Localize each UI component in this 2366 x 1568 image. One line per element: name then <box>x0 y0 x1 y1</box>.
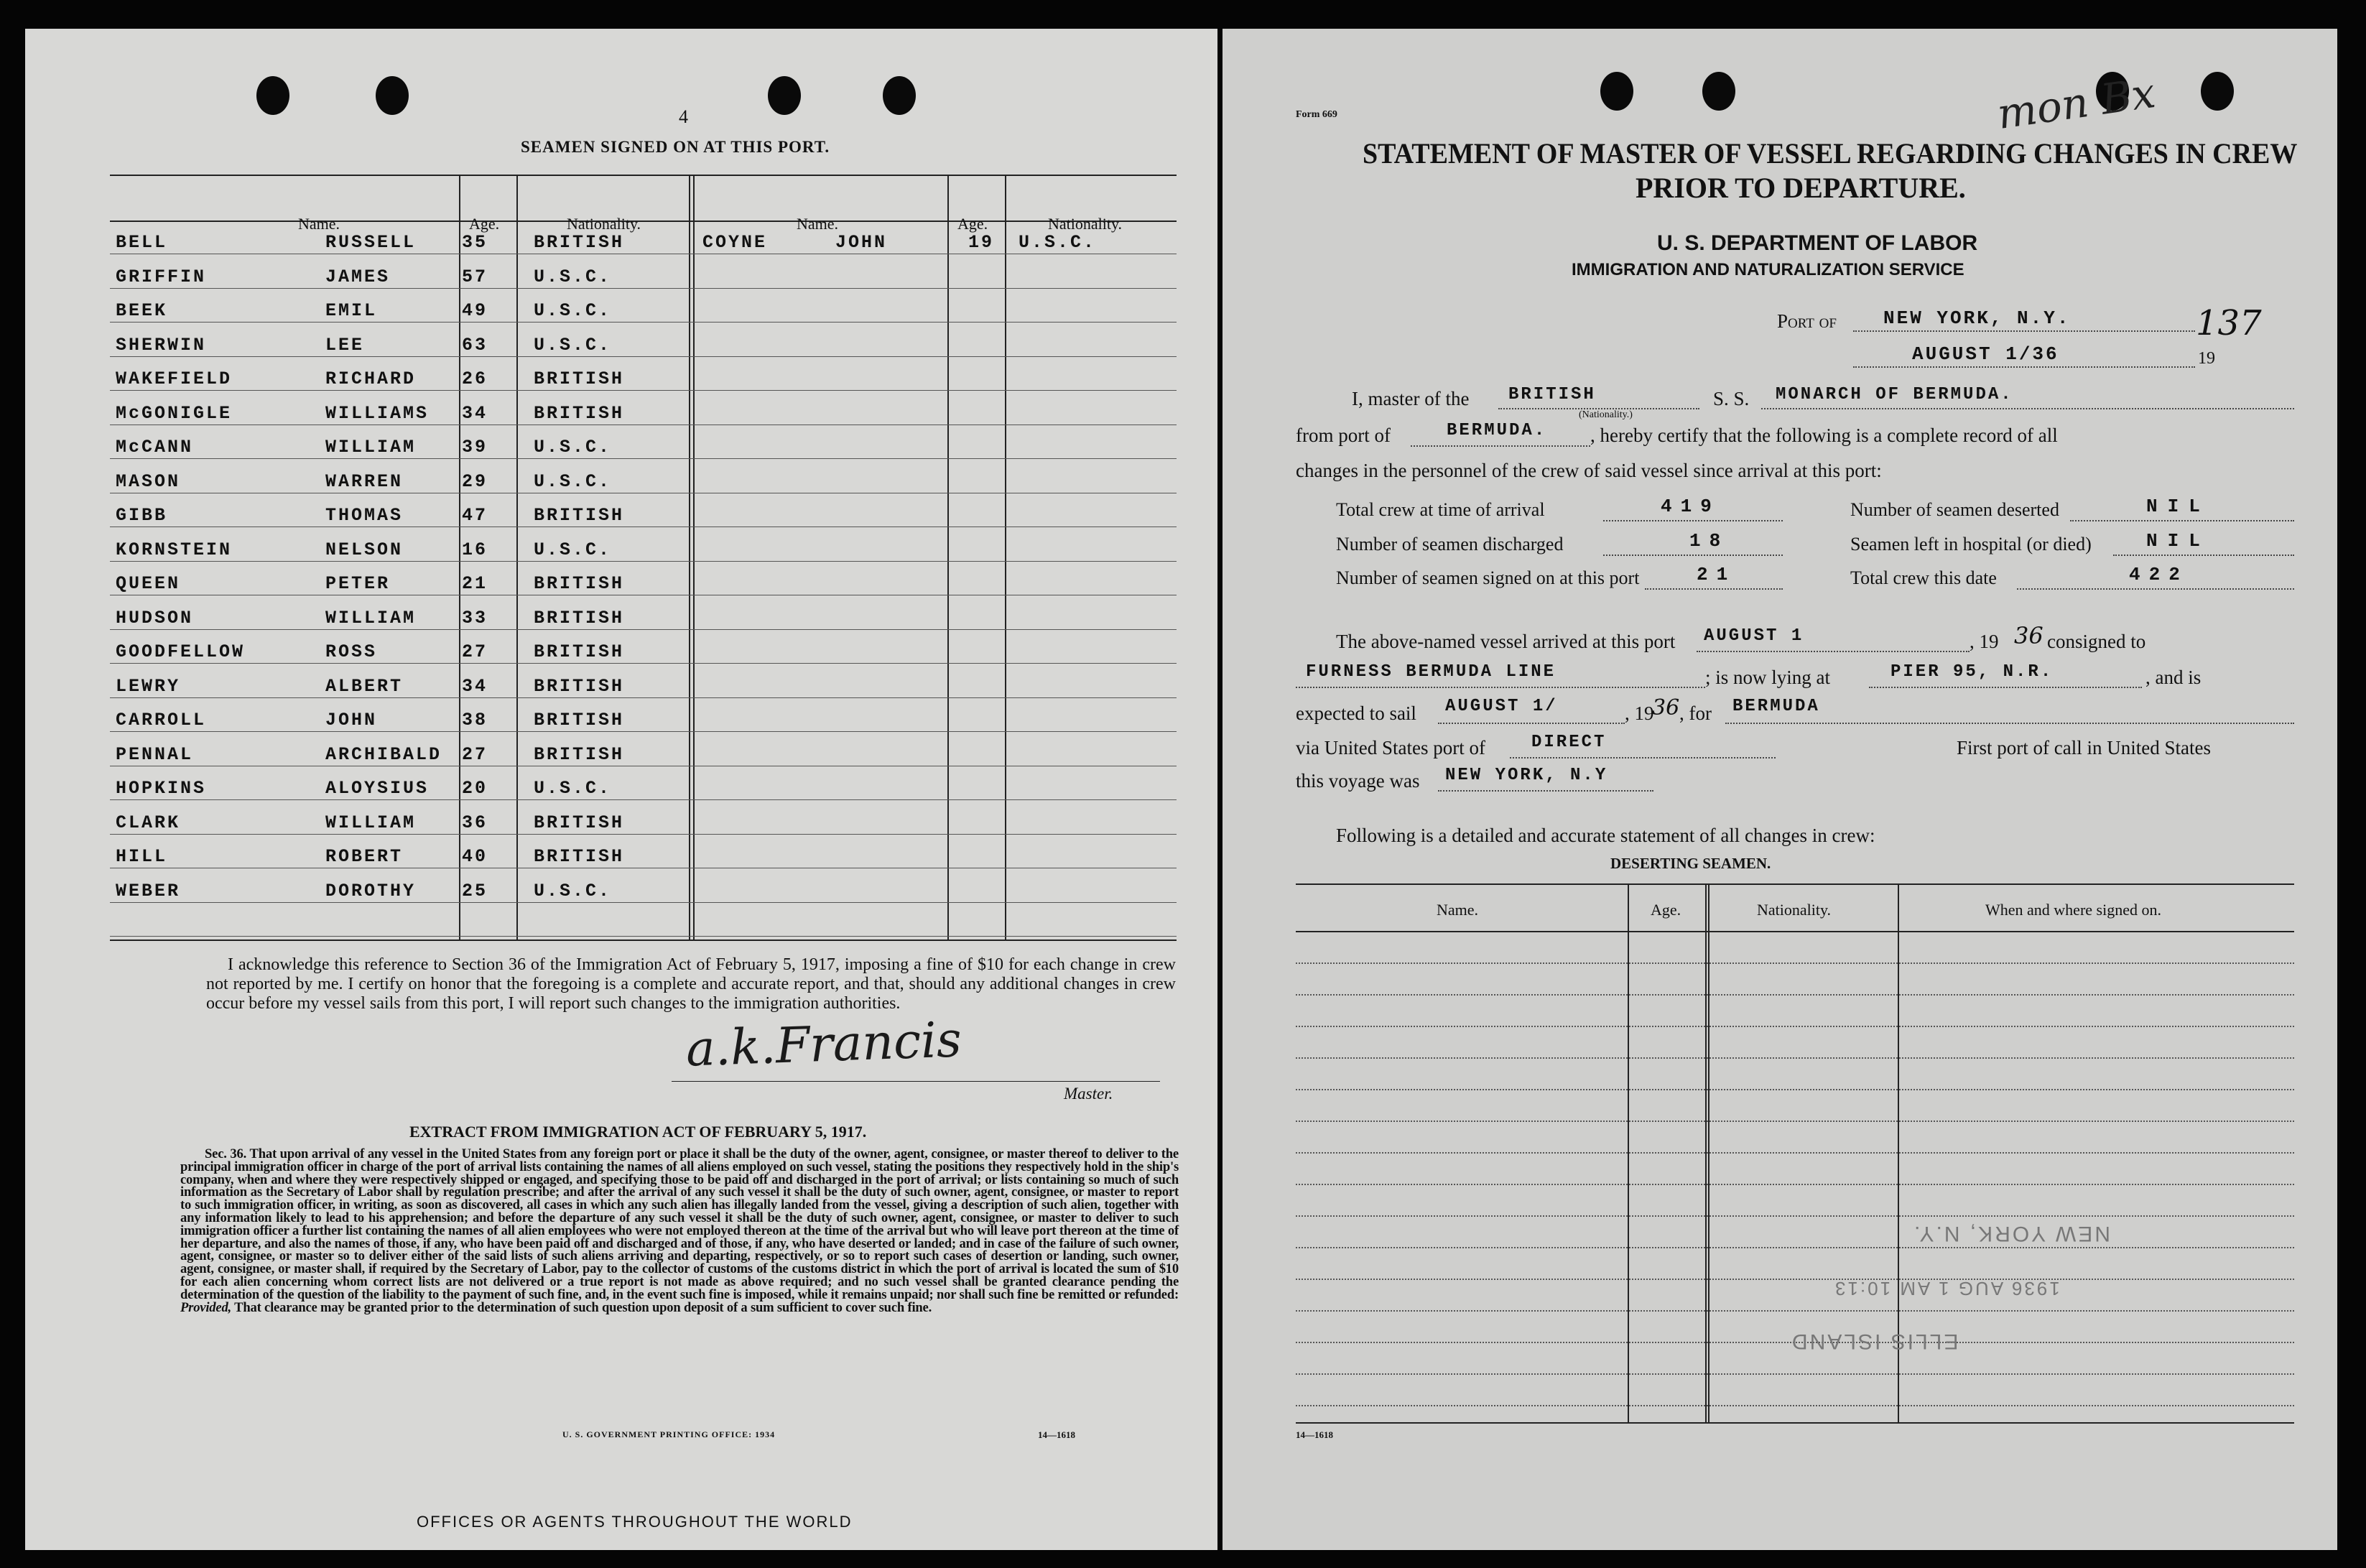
service-name: IMMIGRATION AND NATURALIZATION SERVICE <box>1572 260 1964 279</box>
seaman-given: RICHARD <box>325 368 417 389</box>
page-number: 4 <box>679 106 688 127</box>
punch-hole <box>256 76 289 115</box>
total-crew-date-value: 422 <box>2129 564 2189 585</box>
seaman-nationality: U.S.C. <box>534 470 612 492</box>
col-header-nationality: Nationality. <box>567 215 641 233</box>
extract-section: Sec. 36. <box>205 1146 247 1161</box>
total-crew-date-label: Total crew this date <box>1850 567 1997 588</box>
seaman-age: 47 <box>462 505 488 526</box>
first-port-label: First port of call in United States <box>1957 737 2211 759</box>
seaman-surname: GOODFELLOW <box>116 641 246 662</box>
form-title-line1: STATEMENT OF MASTER OF VESSEL REGARDING CHANGES IN CREW <box>1363 137 2298 170</box>
seaman-surname: KORNSTEIN <box>116 539 233 560</box>
form-title-line2: PRIOR TO DEPARTURE. <box>1636 172 1966 204</box>
lying-label: ; is now lying at <box>1705 667 1830 688</box>
row-rule <box>110 663 1177 664</box>
seaman-nationality: BRITISH <box>534 505 625 526</box>
seaman-given: EMIL <box>325 300 378 321</box>
row-rule <box>1296 1279 2294 1280</box>
seaman-age: 26 <box>462 368 488 389</box>
document-number: 137 <box>2196 303 2262 343</box>
punch-hole <box>768 76 801 115</box>
seaman-given: ROBERT <box>325 846 404 867</box>
seaman-age: 36 <box>462 812 488 833</box>
seaman-surname: CLARK <box>116 812 181 833</box>
seaman-given: NELSON <box>325 539 404 560</box>
extract-body <box>180 1148 1179 1314</box>
seaman-surname: GRIFFIN <box>116 266 207 287</box>
nationality-value: BRITISH <box>1508 385 1596 404</box>
punch-hole <box>376 76 409 115</box>
row-rule <box>110 902 1177 903</box>
seaman-nationality: BRITISH <box>534 710 625 730</box>
col-header-nationality-2: Nationality. <box>1048 215 1123 233</box>
seaman-age: 19 <box>968 232 995 253</box>
corner-handwritten-note: mon Bx <box>1994 68 2158 139</box>
expected-value: AUGUST 1/ <box>1445 697 1558 716</box>
form-code: 14—1618 <box>1038 1429 1075 1440</box>
seaman-age: 40 <box>462 846 488 867</box>
seaman-given: LEE <box>325 334 365 356</box>
seaman-age: 34 <box>462 675 488 697</box>
footer-text: OFFICES OR AGENTS THROUGHOUT THE WORLD <box>417 1513 853 1531</box>
seaman-age: 27 <box>462 641 488 662</box>
seaman-nationality: U.S.C. <box>534 778 612 799</box>
seaman-nationality: U.S.C. <box>534 300 612 321</box>
master-signature: a.k.Francis <box>685 1011 962 1078</box>
desert-col-when-where: When and where signed on. <box>1985 901 2161 919</box>
seaman-age: 16 <box>462 539 488 560</box>
nationality-caption: (Nationality.) <box>1579 409 1633 420</box>
row-rule <box>110 799 1177 800</box>
row-rule <box>110 356 1177 357</box>
for-value: BERMUDA <box>1732 697 1820 716</box>
row-rule <box>1296 994 2294 996</box>
punch-hole <box>2201 72 2234 111</box>
seaman-surname: LEWRY <box>116 675 181 697</box>
right-page <box>1223 29 2337 1550</box>
arrived-year: 36 <box>2014 622 2043 649</box>
port-value: NEW YORK, N.Y. <box>1883 307 2071 329</box>
row-rule <box>110 288 1177 289</box>
row-rule <box>1296 1057 2294 1059</box>
form-label: Form 669 <box>1296 109 1337 120</box>
row-rule <box>1296 962 2294 964</box>
desert-col-nationality: Nationality. <box>1757 901 1832 919</box>
row-rule <box>110 390 1177 391</box>
row-rule <box>1296 1405 2294 1406</box>
seaman-given: ROSS <box>325 641 378 662</box>
first-port-value: NEW YORK, N.Y <box>1445 766 1608 785</box>
desert-col-age: Age. <box>1651 901 1681 919</box>
from-port-label: from port of <box>1296 425 1391 446</box>
seaman-age: 57 <box>462 266 488 287</box>
seaman-nationality: U.S.C. <box>534 880 612 901</box>
right-form-code: 14—1618 <box>1296 1429 1333 1440</box>
seaman-surname: WEBER <box>116 880 181 901</box>
discharged-label: Number of seamen discharged <box>1336 534 1564 555</box>
lying-value: PIER 95, N.R. <box>1891 662 2054 682</box>
vessel-name: MONARCH OF BERMUDA. <box>1776 385 2013 404</box>
seaman-surname: COYNE <box>702 232 768 253</box>
row-rule <box>1296 1152 2294 1154</box>
hospital-value: NIL <box>2146 530 2210 552</box>
seaman-nationality: BRITISH <box>534 675 625 697</box>
seaman-given: WILLIAM <box>325 607 417 628</box>
for-label: , for <box>1679 702 1712 724</box>
via-label: via United States port of <box>1296 737 1485 759</box>
row-rule <box>1296 1310 2294 1312</box>
deserting-seamen-title: DESERTING SEAMEN. <box>1610 855 1771 872</box>
row-rule <box>1296 1373 2294 1375</box>
row-rule <box>110 834 1177 835</box>
seaman-nationality: U.S.C. <box>534 539 612 560</box>
seaman-given: ALBERT <box>325 675 404 697</box>
seaman-nationality: U.S.C. <box>534 437 612 458</box>
seamen-table <box>110 175 1177 941</box>
row-rule <box>1296 1089 2294 1090</box>
this-voyage-label: this voyage was <box>1296 770 1420 792</box>
certify-text: , hereby certify that the following is a complete record of all <box>1590 425 2058 446</box>
seaman-given: ALOYSIUS <box>325 778 430 799</box>
seaman-surname: HILL <box>116 846 168 867</box>
seaman-surname: WAKEFIELD <box>116 368 233 389</box>
total-crew-arrival-value: 419 <box>1661 496 1720 517</box>
seaman-age: 25 <box>462 880 488 901</box>
arrived-label: The above-named vessel arrived at this port <box>1336 631 1676 652</box>
seaman-given: THOMAS <box>325 505 404 526</box>
row-rule <box>110 526 1177 527</box>
row-rule <box>110 731 1177 732</box>
consignee-value: FURNESS BERMUDA LINE <box>1306 662 1557 682</box>
desert-col-name: Name. <box>1437 901 1479 919</box>
row-rule <box>110 629 1177 630</box>
row-rule <box>110 697 1177 698</box>
stamp-city: NEW YORK, N.Y. <box>1912 1222 2110 1245</box>
row-rule <box>110 936 1177 937</box>
seaman-age: 21 <box>462 573 488 594</box>
seaman-surname: HUDSON <box>116 607 194 628</box>
extract-end: That clearance may be granted prior to the determination of such question upon deposit of a sum sufficient to cover such fine. <box>234 1299 932 1315</box>
seaman-age: 35 <box>462 232 488 253</box>
seaman-surname: McGONIGLE <box>116 402 233 424</box>
changes-text: changes in the personnel of the crew of said vessel since arrival at this port: <box>1296 460 1882 481</box>
seaman-given: WILLIAMS <box>325 402 430 424</box>
stamp-island: ELLIS ISLAND <box>1790 1330 1959 1353</box>
seaman-given: WARREN <box>325 470 404 492</box>
seaman-given: WILLIAM <box>325 437 417 458</box>
seaman-surname: HOPKINS <box>116 778 207 799</box>
seaman-given: JOHN <box>835 232 888 253</box>
seaman-surname: MASON <box>116 470 181 492</box>
following-text: Following is a detailed and accurate statement of all changes in crew: <box>1336 825 1875 846</box>
seaman-surname: QUEEN <box>116 573 181 594</box>
seaman-nationality: U.S.C. <box>534 266 612 287</box>
seaman-age: 63 <box>462 334 488 356</box>
date-value: AUGUST 1/36 <box>1912 343 2059 365</box>
seaman-surname: McCANN <box>116 437 194 458</box>
expected-label: expected to sail <box>1296 702 1416 724</box>
row-rule <box>1296 1247 2294 1248</box>
deserted-label: Number of seamen deserted <box>1850 499 2059 520</box>
seaman-surname: SHERWIN <box>116 334 207 356</box>
seaman-nationality: U.S.C. <box>534 334 612 356</box>
seaman-age: 49 <box>462 300 488 321</box>
seaman-given: WILLIAM <box>325 812 417 833</box>
seaman-given: JAMES <box>325 266 391 287</box>
arrived-value: AUGUST 1 <box>1704 626 1804 646</box>
seaman-nationality: BRITISH <box>534 846 625 867</box>
expected-year-prefix: , 19 <box>1625 702 1654 724</box>
left-page <box>25 29 1217 1550</box>
extract-text: That upon arrival of any vessel in the United States from any foreign port or place it shall be the duty of the owner, agent, consignee, or master thereof to deliver to the principal immigration officer in charge of the port of arrival lists containing the names of all aliens employed on such vessel, stating the positions they respectively hold in the ship's company, when and where they were respectively shipped or engaged, and specifying those to be paid off and discharged in the port of arrival; or lists containing so much of such information as the Secretary of Labor shall by regulation prescribe; and after the arrival of any such vessel it shall be the duty of such owner, agent, consignee, or master to report to such immigration officer, in writing, as soon as discovered, all cases in which any such alien has illegally landed from the vessel, giving a description of such alien, together with any information likely to lead to his apprehension; and before the departure of any such vessel it shall be the duty of such owner, agent, consignee, or master to deliver to such immigration officer a further list containing the names of all alien employees who were not employed thereon at the time of the arrival but who will leave port thereon at the time of her departure, and also the names of those, if any, who have been paid off and discharged and of those, if any, who have deserted or landed; and in case of the failure of such owner, agent, consignee, or master so to deliver either of the said lists of such aliens arriving and departing, respectively, or so to report such cases of desertion or landing, such owner, agent, consignee, or master shall, if required by the Secretary of Labor, pay to the collector of customs of the customs district in which the port of arrival is located the sum of $10 for each alien concerning whom correct lists are not delivered or a true report is not made as above required; and no such vessel shall be granted clearance pending the determination of the question of the liability to the payment of such fine, and, in the event such fine is imposed, while it remains unpaid; nor shall such fine be remitted or refunded: <box>180 1146 1179 1302</box>
port-label: Port of <box>1777 310 1837 332</box>
punch-hole <box>883 76 916 115</box>
seaman-given: JOHN <box>325 710 378 730</box>
deserted-value: NIL <box>2146 496 2210 517</box>
signed-on-value: 21 <box>1697 564 1737 585</box>
seaman-age: 29 <box>462 470 488 492</box>
col-header-age: Age. <box>469 215 500 233</box>
seaman-given: PETER <box>325 573 391 594</box>
seaman-nationality: BRITISH <box>534 368 625 389</box>
seaman-nationality: BRITISH <box>534 812 625 833</box>
seaman-nationality: BRITISH <box>534 607 625 628</box>
seaman-given: ARCHIBALD <box>325 743 442 765</box>
seaman-nationality: U.S.C. <box>1019 232 1097 253</box>
and-is-label: , and is <box>2145 667 2202 688</box>
year-suffix: 19 <box>2198 349 2215 368</box>
seaman-given: DOROTHY <box>325 880 417 901</box>
row-rule <box>1296 1121 2294 1122</box>
from-port-value: BERMUDA. <box>1447 421 1547 440</box>
extract-provided: Provided, <box>180 1299 232 1315</box>
seaman-surname: BELL <box>116 232 168 253</box>
seaman-age: 39 <box>462 437 488 458</box>
punch-hole <box>1702 72 1735 111</box>
acknowledgment-text: I acknowledge this reference to Section 36 of the Immigration Act of February 5, 1917, imposing a fine of $10 for each change in crew not reported by me. I certify on honor that the foregoing is a complete and accurate report, and that, should any additional changes in crew occur before my vessel sails from this port, I will report such changes to the immigration authorities. <box>206 955 1176 1013</box>
seaman-age: 27 <box>462 743 488 765</box>
seaman-surname: BEEK <box>116 300 168 321</box>
master-label: Master. <box>1064 1085 1113 1103</box>
expected-year: 36 <box>1652 695 1680 720</box>
col-header-name-2: Name. <box>797 215 839 233</box>
discharged-value: 18 <box>1689 530 1730 552</box>
master-of-label: I, master of the <box>1352 388 1470 409</box>
seaman-nationality: BRITISH <box>534 641 625 662</box>
stamp-date: 1936 AUG 1 AM 10:13 <box>1833 1278 2060 1299</box>
seaman-surname: GIBB <box>116 505 168 526</box>
col-header-age-2: Age. <box>957 215 988 233</box>
ss-label: S. S. <box>1713 388 1750 409</box>
row-rule <box>1296 1215 2294 1217</box>
seaman-nationality: BRITISH <box>534 402 625 424</box>
seaman-surname: PENNAL <box>116 743 194 765</box>
gpo-imprint: U. S. GOVERNMENT PRINTING OFFICE: 1934 <box>562 1429 776 1439</box>
seaman-age: 34 <box>462 402 488 424</box>
seaman-given: RUSSELL <box>325 232 417 253</box>
row-rule <box>1296 1026 2294 1027</box>
department-name: U. S. DEPARTMENT OF LABOR <box>1657 231 1978 255</box>
row-rule <box>110 561 1177 562</box>
row-rule <box>110 322 1177 323</box>
via-value: DIRECT <box>1531 733 1607 752</box>
row-rule <box>110 458 1177 459</box>
col-header-name: Name. <box>298 215 340 233</box>
seaman-nationality: BRITISH <box>534 232 625 253</box>
seaman-age: 33 <box>462 607 488 628</box>
seamen-signed-title: SEAMEN SIGNED ON AT THIS PORT. <box>521 138 830 156</box>
seaman-nationality: BRITISH <box>534 573 625 594</box>
seaman-nationality: BRITISH <box>534 743 625 765</box>
seaman-age: 20 <box>462 778 488 799</box>
seaman-age: 38 <box>462 710 488 730</box>
row-rule <box>1296 1184 2294 1185</box>
punch-hole <box>1600 72 1633 111</box>
consigned-label: consigned to <box>2047 631 2146 652</box>
total-crew-arrival-label: Total crew at time of arrival <box>1336 499 1545 520</box>
arrived-year-prefix: , 19 <box>1970 631 1999 652</box>
extract-title: EXTRACT FROM IMMIGRATION ACT OF FEBRUARY 5, 1917. <box>409 1123 867 1141</box>
seaman-surname: CARROLL <box>116 710 207 730</box>
signed-on-label: Number of seamen signed on at this port <box>1336 567 1640 588</box>
hospital-label: Seamen left in hospital (or died) <box>1850 534 2092 555</box>
